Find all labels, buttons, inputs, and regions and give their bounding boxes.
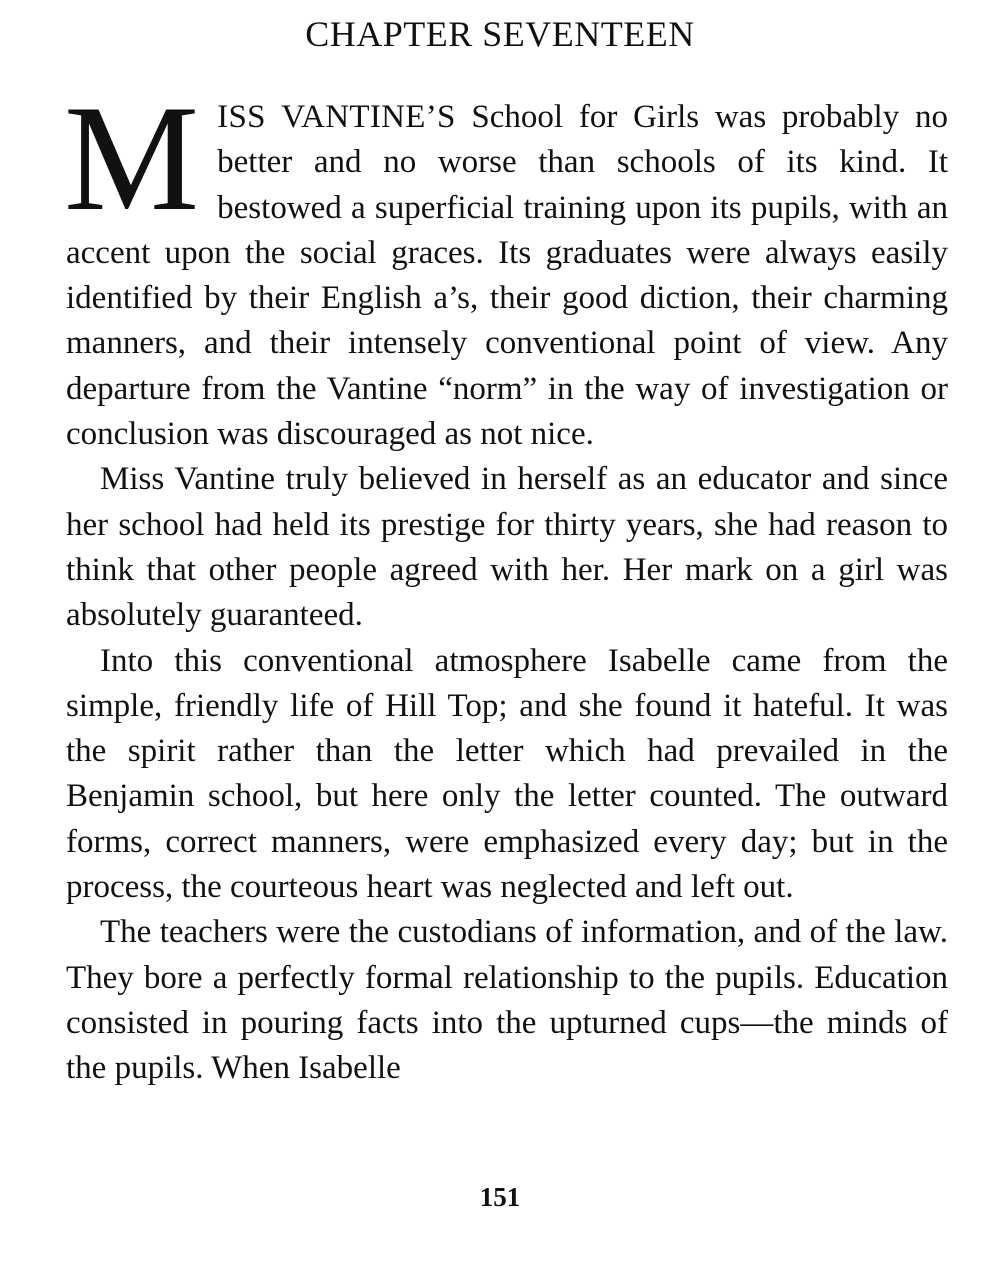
paragraph-1-text: School for Girls was probably no better and no worse than schools of its kind. It bestowed a superficial training upon its pupils, with an accent upon the social graces. Its graduates were always easily identified by their English a’s, their good diction, their charming manners, and their intensely conventional point of view. Any departure from the Vantine “norm” in the way of investigation or conclusion was discouraged as not nice. bbox=[66, 99, 948, 453]
drop-cap-letter: M bbox=[64, 74, 200, 242]
paragraph-1 bbox=[64, 74, 948, 457]
chapter-body bbox=[64, 74, 948, 1092]
chapter-title: CHAPTER SEVENTEEN bbox=[305, 14, 695, 54]
paragraph-4: The teachers were the custodians of information, and of the law. They bore a perfectly formal relationship to the pupils. Education consisted in pouring facts into the upturned cups—the minds of the pupils. When Isabelle bbox=[66, 914, 948, 1087]
paragraph-3: Into this conventional atmosphere Isabelle came from the simple, friendly life of Hill Top; and she found it hateful. It was the spirit rather than the letter which had prevailed in the Benjamin school, but here only the letter counted. The outward forms, correct manners, were emphasized every day; but in the process, the courteous heart was neglected and left out. bbox=[66, 642, 948, 906]
paragraph-lead-caps: ISS VANTINE’S bbox=[217, 99, 456, 135]
paragraph-2: Miss Vantine truly believed in herself as an educator and since her school had held its prestige for thirty years, she had reason to think that other people agreed with her. Her mark on a girl was absolutely guaranteed. bbox=[66, 461, 948, 634]
page-number: 151 bbox=[479, 1182, 521, 1212]
